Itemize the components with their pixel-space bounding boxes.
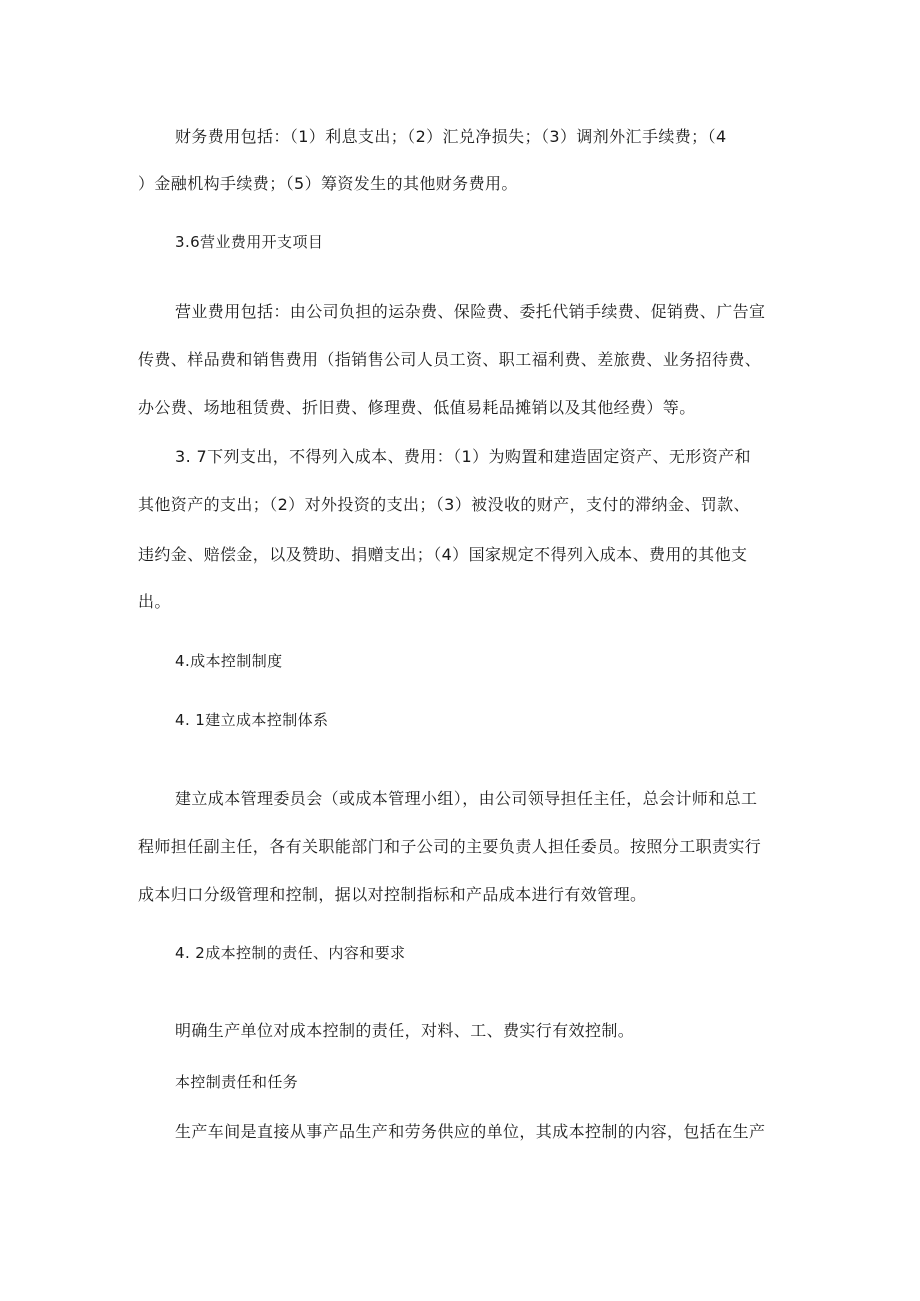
finance-expense-line-1: 财务费用包括：（1）利息支出；（2）汇兑净损失；（3）调剂外汇手续费；（4 — [175, 127, 727, 146]
sales-expense-line-1: 营业费用包括：由公司负担的运杂费、保险费、委托代销手续费、促销费、广告宣 — [175, 302, 766, 321]
item-3-7-line-1: 3. 7下列支出，不得列入成本、费用：（1）为购置和建造固定资产、无形资产和 — [175, 447, 751, 466]
item-3-7-line-4: 出。 — [138, 592, 171, 611]
heading-responsibility: 本控制责任和任务 — [175, 1073, 299, 1091]
committee-line-1: 建立成本管理委员会（或成本管理小组），由公司领导担任主任，总会计师和总工 — [175, 789, 758, 808]
committee-line-3: 成本归口分级管理和控制，据以对控制指标和产品成本进行有效管理。 — [138, 885, 647, 904]
heading-3-6: 3.6营业费用开支项目 — [175, 233, 324, 251]
heading-4-1: 4. 1建立成本控制体系 — [175, 711, 329, 729]
sales-expense-line-2: 传费、样品费和销售费用（指销售公司人员工资、职工福利费、差旅费、业务招待费、 — [138, 350, 762, 369]
committee-line-2: 程师担任副主任，各有关职能部门和子公司的主要负责人担任委员。按照分工职责实行 — [138, 837, 762, 856]
production-unit-line: 明确生产单位对成本控制的责任，对料、工、费实行有效控制。 — [175, 1021, 635, 1040]
workshop-line: 生产车间是直接从事产品生产和劳务供应的单位，其成本控制的内容，包括在生产 — [175, 1122, 766, 1141]
item-3-7-line-3: 违约金、赔偿金，以及赞助、捐赠支出；（4）国家规定不得列入成本、费用的其他支 — [138, 545, 748, 564]
heading-4-2: 4. 2成本控制的责任、内容和要求 — [175, 944, 406, 962]
item-3-7-line-2: 其他资产的支出；（2）对外投资的支出；（3）被没收的财产，支付的滞纳金、罚款、 — [138, 495, 750, 514]
sales-expense-line-3: 办公费、场地租赁费、折旧费、修理费、低值易耗品摊销以及其他经费）等。 — [138, 398, 696, 417]
finance-expense-line-2: ）金融机构手续费；（5）筹资发生的其他财务费用。 — [138, 174, 518, 193]
heading-4: 4.成本控制制度 — [175, 652, 283, 670]
